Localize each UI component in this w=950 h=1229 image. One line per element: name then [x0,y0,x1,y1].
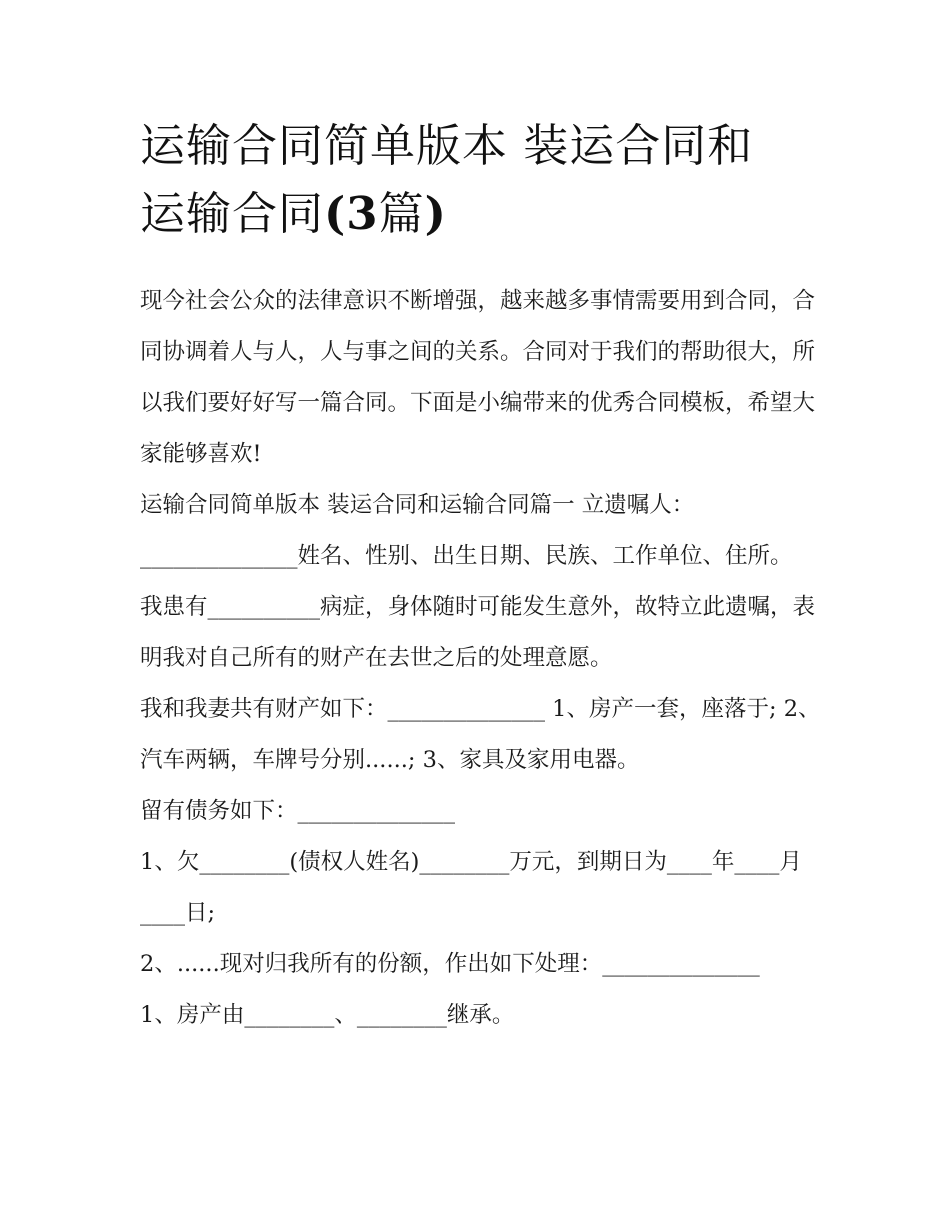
document-title [140,112,840,248]
testator-info-paragraph: ______________姓名、性别、出生日期、民族、工作单位、住所。 [140,543,793,569]
title-count: (3 [324,187,379,240]
title-text-line1: 运输合同简单版本 装运合同和 [140,119,754,172]
document-body [140,276,830,1041]
disposal-paragraph: 2、......现对归我所有的份额，作出如下处理：______________ [140,951,760,977]
section-heading-paragraph: 运输合同简单版本 装运合同和运输合同篇一 立遗嘱人： [140,492,695,518]
intro-paragraph: 现今社会公众的法律意识不断增强，越来越多事情需要用到合同，合同协调着人与人，人与事之间的关系。合同对于我们的帮助很大，所以我们要好好写一篇合同。下面是小编带来的优秀合同模板，希望大家能够喜欢! [140,288,816,467]
property-paragraph: 我和我妻共有财产如下：______________ 1、房产一套，座落于; 2、汽车两辆，车牌号分别......; 3、家具及家用电器。 [140,696,821,773]
title-close-paren: ) [424,187,447,240]
illness-paragraph: 我患有__________病症，身体随时可能发生意外，故特立此遗嘱，表明我对自己所有的财产在去世之后的处理意愿。 [140,594,816,671]
debt-item-paragraph: 1、欠________(债权人姓名)________万元，到期日为____年____月____日; [140,849,802,926]
debts-heading-paragraph: 留有债务如下：______________ [140,798,456,824]
title-text-line2: 运输合同 [140,187,325,240]
title-pian: 篇 [378,187,425,240]
inheritance-paragraph: 1、房产由________、________继承。 [140,1002,515,1028]
